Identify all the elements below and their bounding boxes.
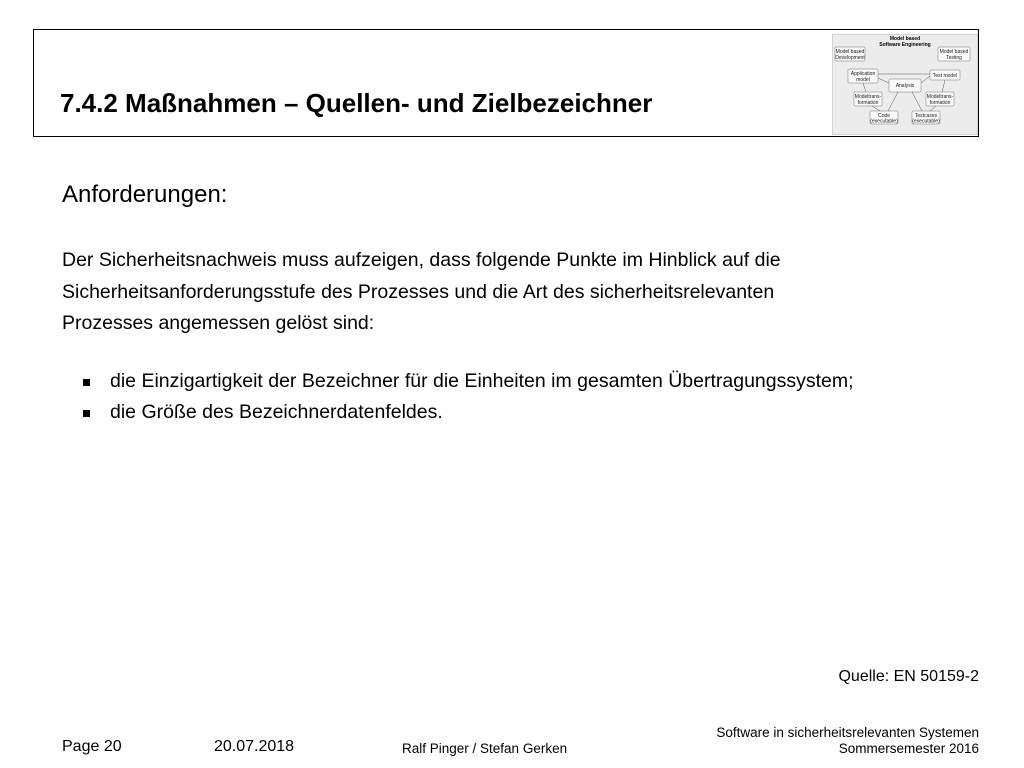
square-bullet-icon — [83, 379, 90, 386]
diagram-node-analysis — [889, 79, 921, 92]
diagram-node-testing — [938, 47, 970, 61]
footer-course-line1: Software in sicherheitsrelevanten Systemen — [716, 725, 979, 740]
diagram-node-testcases — [912, 111, 940, 125]
diagram-transformation-left-line2: formation — [857, 100, 879, 106]
diagram-transformation-left-line1: Modeltrans- — [854, 94, 882, 100]
footer-authors: Ralf Pinger / Stefan Gerken — [402, 741, 568, 756]
diagram-node-transformation-left — [854, 92, 882, 106]
diagram-node-application-model — [848, 69, 878, 83]
diagram-application-model-line2: model — [856, 77, 870, 83]
footer-course — [716, 725, 979, 757]
diagram-test-model-label: Test model — [932, 73, 958, 79]
diagram-node-code — [870, 111, 898, 125]
diagram-development-line1: Model based — [835, 49, 865, 55]
diagram-testing-line2: Testing — [946, 55, 962, 61]
diagram-testcases-line1: Testcases — [914, 113, 938, 119]
diagram-development-line2: Development — [835, 55, 865, 61]
bullet-text-2: die Größe des Bezeichnerdatenfeldes. — [110, 401, 443, 423]
footer-page-number: Page 20 — [62, 738, 122, 755]
diagram-node-transformation-right — [926, 92, 954, 106]
source-citation: Quelle: EN 50159-2 — [838, 668, 979, 685]
diagram-title-line2: Software Engineering — [879, 42, 931, 48]
footer-course-line2: Sommersemester 2016 — [838, 741, 979, 756]
diagram-title-line1: Model based — [889, 36, 921, 42]
diagram-node-test-model — [930, 70, 960, 80]
diagram-application-model-line1: Application — [850, 71, 876, 77]
paragraph-line-2: Sicherheitsanforderungsstufe des Prozesses und die Art des sicherheitsrelevanten — [62, 281, 775, 303]
paragraph-line-3: Prozesses angemessen gelöst sind: — [62, 312, 375, 334]
paragraph-line-1: Der Sicherheitsnachweis muss aufzeigen, dass folgende Punkte im Hinblick auf die — [62, 249, 781, 271]
requirements-heading: Anforderungen: — [62, 181, 228, 208]
slide-title: 7.4.2 Maßnahmen – Quellen- und Zielbezeichner — [60, 88, 653, 118]
diagram-testcases-line2: (executable) — [912, 118, 940, 125]
diagram-code-line1: Code — [878, 113, 890, 119]
diagram-transformation-right-line2: formation — [929, 100, 951, 106]
diagram-analysis-label: Analysis — [895, 83, 915, 89]
footer-date: 20.07.2018 — [214, 738, 295, 755]
diagram-code-line2: (executable) — [870, 118, 898, 125]
square-bullet-icon — [83, 410, 90, 417]
mbse-diagram — [832, 34, 978, 135]
diagram-node-development — [835, 47, 865, 61]
bullet-text-1: die Einzigartigkeit der Bezeichner für die Einheiten im gesamten Übertragungssystem; — [110, 370, 854, 392]
diagram-transformation-right-line1: Modeltrans- — [926, 94, 954, 100]
diagram-testing-line1: Model based — [939, 49, 969, 55]
